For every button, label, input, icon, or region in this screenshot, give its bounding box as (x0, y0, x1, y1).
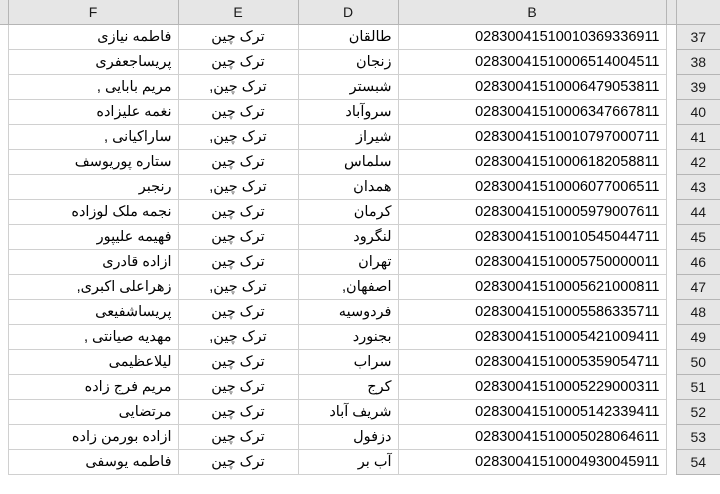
row-left-pad (0, 74, 8, 99)
cell-e[interactable]: ترک چین (178, 149, 298, 174)
column-header-d[interactable]: D (298, 0, 398, 24)
row-gap (666, 349, 676, 374)
cell-b[interactable]: 02830041510005586335711 (398, 299, 666, 324)
table-row[interactable] (0, 99, 720, 124)
cell-b[interactable]: 02830041510006182058811 (398, 149, 666, 174)
cell-f[interactable]: نغمه علیزاده (8, 99, 178, 124)
row-number[interactable]: 48 (676, 299, 720, 324)
row-left-pad (0, 224, 8, 249)
cell-e[interactable]: ترک چین (178, 449, 298, 474)
cell-e[interactable]: ترک چین, (178, 174, 298, 199)
row-left-pad (0, 324, 8, 349)
cell-d[interactable]: طالقان (298, 24, 398, 49)
row-gap (666, 124, 676, 149)
row-gap (666, 299, 676, 324)
cell-f[interactable]: فاطمه نیازی (8, 24, 178, 49)
cell-d[interactable]: کرج (298, 374, 398, 399)
cell-d[interactable]: زنجان (298, 49, 398, 74)
cell-b[interactable]: 02830041510005229000311 (398, 374, 666, 399)
cell-d[interactable]: همدان (298, 174, 398, 199)
cell-d[interactable]: بجنورد (298, 324, 398, 349)
cell-d[interactable]: لنگرود (298, 224, 398, 249)
cell-f[interactable]: مهدیه صیانتی , (8, 324, 178, 349)
cell-e[interactable]: ترک چین (178, 374, 298, 399)
cell-b[interactable]: 02830041510010797000711 (398, 124, 666, 149)
row-gap (666, 74, 676, 99)
row-number[interactable]: 38 (676, 49, 720, 74)
table-row[interactable] (0, 299, 720, 324)
cell-e[interactable]: ترک چین (178, 249, 298, 274)
row-left-pad (0, 99, 8, 124)
cell-d[interactable]: شریف آباد (298, 399, 398, 424)
cell-f[interactable]: ازاده بورمن زاده (8, 424, 178, 449)
cell-e[interactable]: ترک چین (178, 224, 298, 249)
table-row[interactable] (0, 424, 720, 449)
row-number[interactable]: 49 (676, 324, 720, 349)
row-gap (666, 199, 676, 224)
table-row[interactable] (0, 24, 720, 49)
cell-f[interactable]: پریساجعفری (8, 49, 178, 74)
cell-b[interactable]: 02830041510005979007611 (398, 199, 666, 224)
cell-b[interactable]: 02830041510010369336911 (398, 24, 666, 49)
cell-b[interactable]: 02830041510006514004511 (398, 49, 666, 74)
cell-b[interactable]: 02830041510006347667811 (398, 99, 666, 124)
cell-b[interactable]: 02830041510005421009411 (398, 324, 666, 349)
cell-d[interactable]: اصفهان, (298, 274, 398, 299)
row-number[interactable]: 50 (676, 349, 720, 374)
row-number[interactable]: 41 (676, 124, 720, 149)
cell-d[interactable]: آب بر (298, 449, 398, 474)
cell-e[interactable]: ترک چین, (178, 274, 298, 299)
cell-e[interactable]: ترک چین (178, 349, 298, 374)
row-gap (666, 24, 676, 49)
column-gap (666, 0, 676, 24)
row-number[interactable]: 54 (676, 449, 720, 474)
row-left-pad (0, 199, 8, 224)
cell-e[interactable]: ترک چین, (178, 124, 298, 149)
cell-f[interactable]: فاطمه یوسفی (8, 449, 178, 474)
row-left-pad (0, 274, 8, 299)
row-number[interactable]: 37 (676, 24, 720, 49)
row-number[interactable]: 39 (676, 74, 720, 99)
row-gap (666, 374, 676, 399)
cell-e[interactable]: ترک چین (178, 424, 298, 449)
table-row[interactable] (0, 324, 720, 349)
row-left-pad (0, 249, 8, 274)
cell-f[interactable]: ساراکیانی , (8, 124, 178, 149)
cell-f[interactable]: مرتضایی (8, 399, 178, 424)
row-gap (666, 249, 676, 274)
cell-e[interactable]: ترک چین (178, 199, 298, 224)
table-row[interactable] (0, 49, 720, 74)
row-gap (666, 324, 676, 349)
cell-e[interactable]: ترک چین, (178, 74, 298, 99)
cell-e[interactable]: ترک چین, (178, 324, 298, 349)
row-number[interactable]: 53 (676, 424, 720, 449)
table-row[interactable] (0, 274, 720, 299)
cell-b[interactable]: 02830041510006077006511 (398, 174, 666, 199)
row-left-pad (0, 24, 8, 49)
row-gap (666, 424, 676, 449)
row-gap (666, 274, 676, 299)
row-left-pad (0, 149, 8, 174)
cell-d[interactable]: دزفول (298, 424, 398, 449)
cell-b[interactable]: 02830041510010545044711 (398, 224, 666, 249)
cell-d[interactable]: تهران (298, 249, 398, 274)
cell-f[interactable]: زهراعلی اکبری, (8, 274, 178, 299)
cell-e[interactable]: ترک چین (178, 99, 298, 124)
column-header-row (0, 0, 720, 24)
row-left-pad (0, 349, 8, 374)
cell-f[interactable]: ستاره پوریوسف (8, 149, 178, 174)
table-row[interactable] (0, 349, 720, 374)
table-row[interactable] (0, 399, 720, 424)
column-header-e[interactable]: E (178, 0, 298, 24)
table-row[interactable] (0, 74, 720, 99)
row-number[interactable]: 40 (676, 99, 720, 124)
row-left-pad (0, 174, 8, 199)
table-row[interactable] (0, 249, 720, 274)
row-gap (666, 399, 676, 424)
cell-e[interactable]: ترک چین (178, 24, 298, 49)
cell-b[interactable]: 02830041510006479053811 (398, 74, 666, 99)
cell-f[interactable]: ازاده قادری (8, 249, 178, 274)
row-gap (666, 149, 676, 174)
table-row[interactable] (0, 224, 720, 249)
cell-e[interactable]: ترک چین (178, 299, 298, 324)
row-number[interactable]: 45 (676, 224, 720, 249)
row-left-pad (0, 424, 8, 449)
row-gap (666, 224, 676, 249)
column-header-b[interactable]: B (398, 0, 666, 24)
row-number-header (676, 0, 720, 24)
cell-f[interactable]: فهیمه علیپور (8, 224, 178, 249)
row-left-pad (0, 49, 8, 74)
cell-e[interactable]: ترک چین (178, 399, 298, 424)
cell-b[interactable]: 02830041510005750000011 (398, 249, 666, 274)
cell-b[interactable]: 02830041510005142339411 (398, 399, 666, 424)
cell-b[interactable]: 02830041510005028064611 (398, 424, 666, 449)
row-number[interactable]: 51 (676, 374, 720, 399)
table-row[interactable] (0, 199, 720, 224)
table-row[interactable] (0, 124, 720, 149)
cell-d[interactable]: سلماس (298, 149, 398, 174)
row-number[interactable]: 43 (676, 174, 720, 199)
cell-d[interactable]: سروآباد (298, 99, 398, 124)
row-gap (666, 49, 676, 74)
cell-f[interactable]: مریم بابایی , (8, 74, 178, 99)
cell-b[interactable]: 02830041510005359054711 (398, 349, 666, 374)
row-number[interactable]: 44 (676, 199, 720, 224)
table-row[interactable] (0, 374, 720, 399)
cell-f[interactable]: نجمه ملک لوزاده (8, 199, 178, 224)
cell-d[interactable]: شبستر (298, 74, 398, 99)
cell-b[interactable]: 02830041510005621000811 (398, 274, 666, 299)
table-row[interactable] (0, 174, 720, 199)
cell-d[interactable]: کرمان (298, 199, 398, 224)
cell-f[interactable]: رنجبر (8, 174, 178, 199)
column-header-f[interactable]: F (8, 0, 178, 24)
cell-f[interactable]: پریساشفیعی (8, 299, 178, 324)
row-number[interactable]: 42 (676, 149, 720, 174)
row-number[interactable]: 52 (676, 399, 720, 424)
cell-b[interactable]: 02830041510004930045911 (398, 449, 666, 474)
row-gap (666, 449, 676, 474)
cell-d[interactable]: سراب (298, 349, 398, 374)
row-left-pad (0, 449, 8, 474)
cell-e[interactable]: ترک چین (178, 49, 298, 74)
table-row[interactable] (0, 149, 720, 174)
cell-f[interactable]: مریم فرج زاده (8, 374, 178, 399)
cell-d[interactable]: فردوسیه (298, 299, 398, 324)
table-row[interactable] (0, 449, 720, 474)
row-gap (666, 174, 676, 199)
row-number[interactable]: 47 (676, 274, 720, 299)
row-left-pad (0, 299, 8, 324)
cell-d[interactable]: شیراز (298, 124, 398, 149)
row-left-pad (0, 124, 8, 149)
row-left-pad (0, 374, 8, 399)
row-number[interactable]: 46 (676, 249, 720, 274)
cell-f[interactable]: لیلاعظیمی (8, 349, 178, 374)
corner-cell[interactable] (0, 0, 8, 24)
row-left-pad (0, 399, 8, 424)
row-gap (666, 99, 676, 124)
